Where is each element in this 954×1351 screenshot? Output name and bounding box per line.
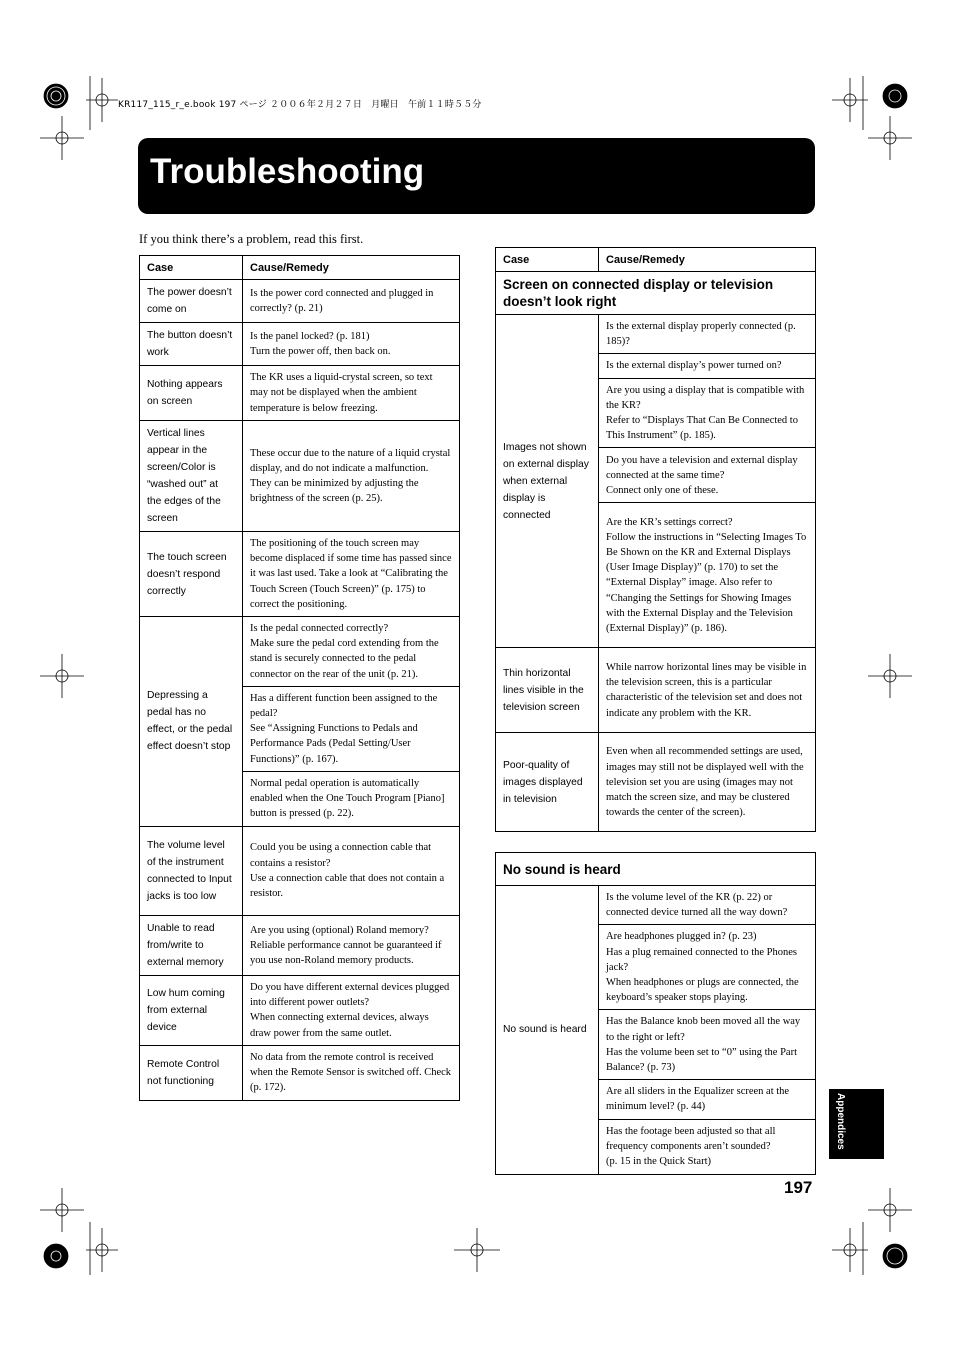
table-row (140, 323, 460, 366)
section-title-sound: No sound is heard (496, 853, 816, 886)
case-cell: No sound is heard (496, 886, 599, 1175)
appendices-tab (829, 1089, 884, 1159)
remedy-cell: Do you have a television and external display connected at the same time? Connect only one of these. (599, 448, 816, 503)
table-row (140, 366, 460, 421)
remedy-cell: Are you using a display that is compatible with the KR? Refer to “Displays That Can Be Connected to This Instrument” (p. 185). (599, 378, 816, 448)
remedy-cell: Even when all recommended settings are used, images may still not be displayed well with the television set you are using (images may not match the screen size, and may be clustered towards the center of the screen). (599, 733, 816, 832)
remedy-cell: Has the Balance knob been moved all the way to the right or left? Has the volume been set to “0” using the Part Balance? (p. 73) (599, 1010, 816, 1080)
remedy-cell: The positioning of the touch screen may become displaced if some time has passed since it was last used. Take a look at “Calibrating the Touch Screen (Touch Screen)” (p. 175) to correct the positioning. (243, 532, 460, 617)
left-table-body (140, 280, 460, 1101)
troubleshooting-table-sound (495, 852, 816, 1175)
table-row (140, 975, 460, 1045)
case-cell: The button doesn’t work (140, 323, 243, 366)
case-cell: Low hum coming from external device (140, 975, 243, 1045)
remedy-cell: Are all sliders in the Equalizer screen at the minimum level? (p. 44) (599, 1080, 816, 1119)
case-cell: The volume level of the instrument connected to Input jacks is too low (140, 826, 243, 915)
appendices-tab-label: Appendices (835, 1093, 846, 1150)
table-row (140, 617, 460, 687)
remedy-cell: Is the external display properly connected (p. 185)? (599, 315, 816, 354)
remedy-cell: Are headphones plugged in? (p. 23) Has a plug remained connected to the Phones jack? When headphones or plugs are connected, the keyboard’s speaker stops playing. (599, 925, 816, 1010)
col-header-case: Case (140, 256, 243, 280)
troubleshooting-table-left (139, 255, 460, 1101)
remedy-cell: Are the KR’s settings correct? Follow the instructions in “Selecting Images To Be Shown on the KR and External Displays (User Image Display)” (p. 170) to set the “External Display” image. Also refer to “Changing the Settings for Showing Images with the External Display and the Television (External Display)” (p. 186). (599, 503, 816, 648)
case-cell: The touch screen doesn’t respond correctly (140, 532, 243, 617)
case-cell: The power doesn’t come on (140, 280, 243, 323)
remedy-cell: While narrow horizontal lines may be visible in the television screen, this is a particular characteristic of the television set and does not indicate any problem with the KR. (599, 648, 816, 733)
case-cell: Remote Control not functioning (140, 1045, 243, 1100)
remedy-cell: Are you using (optional) Roland memory? Reliable performance cannot be guaranteed if you use non-Roland memory products. (243, 915, 460, 975)
table-row (496, 886, 816, 925)
case-cell: Thin horizontal lines visible in the television screen (496, 648, 599, 733)
remedy-cell: Is the external display’s power turned on? (599, 354, 816, 378)
troubleshooting-table-display (495, 247, 816, 832)
remedy-cell: Could you be using a connection cable that contains a resistor? Use a connection cable that does not contain a resistor. (243, 826, 460, 915)
page-title: Troubleshooting (150, 152, 425, 191)
print-header: KR117_115_r_e.book 197 ページ ２００６年２月２７日 月曜日 午前１１時５５分 (118, 100, 482, 110)
case-cell: Depressing a pedal has no effect, or the pedal effect doesn’t stop (140, 617, 243, 827)
table-row (140, 1045, 460, 1100)
intro-text: If you think there’s a problem, read this first. (139, 232, 364, 246)
section-title-display: Screen on connected display or television doesn’t look right (496, 272, 816, 315)
table-row (496, 648, 816, 733)
table-row (140, 421, 460, 532)
page-number: 197 (784, 1178, 813, 1197)
col-header-remedy: Cause/Remedy (599, 248, 816, 272)
case-cell: Unable to read from/write to external memory (140, 915, 243, 975)
remedy-cell: Is the panel locked? (p. 181) Turn the power off, then back on. (243, 323, 460, 366)
table-row (140, 826, 460, 915)
remedy-cell: These occur due to the nature of a liquid crystal display, and do not indicate a malfunction. They can be minimized by adjusting the brightness of the screen (p. 25). (243, 421, 460, 532)
remedy-cell: Has a different function been assigned to the pedal? See “Assigning Functions to Pedals and Performance Pads (Pedal Setting/User Functions)” (p. 167). (243, 686, 460, 771)
table-row (140, 532, 460, 617)
remedy-cell: Is the volume level of the KR (p. 22) or connected device turned all the way down? (599, 886, 816, 925)
case-cell: Images not shown on external display when external display is connected (496, 315, 599, 648)
remedy-cell: The KR uses a liquid-crystal screen, so text may not be displayed when the ambient temperature is below freezing. (243, 366, 460, 421)
title-bar (138, 138, 815, 214)
remedy-cell: No data from the remote control is received when the Remote Sensor is switched off. Check (p. 172). (243, 1045, 460, 1100)
table-row (140, 915, 460, 975)
case-cell: Vertical lines appear in the screen/Color is “washed out” at the edges of the screen (140, 421, 243, 532)
remedy-cell: Has the footage been adjusted so that all frequency components aren’t sounded? (p. 15 in the Quick Start) (599, 1119, 816, 1174)
table-row (140, 280, 460, 323)
remedy-cell: Normal pedal operation is automatically enabled when the One Touch Program [Piano] button is pressed (p. 22). (243, 771, 460, 826)
table-row (496, 315, 816, 354)
remedy-cell: Is the power cord connected and plugged in correctly? (p. 21) (243, 280, 460, 323)
col-header-case: Case (496, 248, 599, 272)
remedy-cell: Do you have different external devices plugged into different power outlets? When connecting external devices, always draw power from the same outlet. (243, 975, 460, 1045)
remedy-cell: Is the pedal connected correctly? Make sure the pedal cord extending from the stand is securely connected to the pedal connector on the rear of the unit (p. 21). (243, 617, 460, 687)
col-header-remedy: Cause/Remedy (243, 256, 460, 280)
sound-table-body (496, 886, 816, 1175)
case-cell: Poor-quality of images displayed in television (496, 733, 599, 832)
case-cell: Nothing appears on screen (140, 366, 243, 421)
display-table-body (496, 315, 816, 832)
table-row (496, 733, 816, 832)
